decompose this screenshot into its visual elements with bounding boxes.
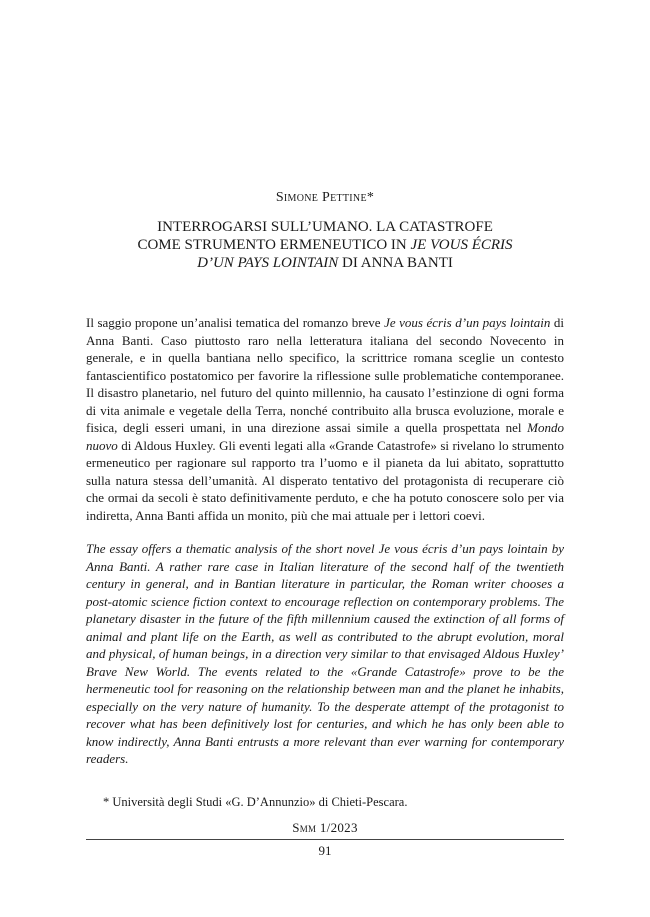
title-line-3-italic: D’UN PAYS LOINTAIN [197,255,339,271]
author-name: Simone Pettine* [275,190,375,205]
page-number: 91 [318,843,332,858]
title-line-2 [60,236,590,254]
title-line-2-text: COME STRUMENTO ERMENEUTICO IN [137,237,411,253]
abstract-it-part-3: di Aldous Huxley. Gli eventi legati alla «Grande Catastrofe» si rivelano lo strumento ermeneutico per ragionare sul rapporto tra l’uomo e il pianeta da lui abitato, soprattutto sulla natura stessa dell’umanità. Al disperato tentativo del protagonista di recuperare ciò che ormai da secoli è stato definitivamente perduto, e che ha potuto conoscere solo per via indiretta, Anna Banti affida un monito, più che mai attuale per i lettori coevi. [86,437,564,523]
article-title [60,218,590,272]
abstract-it-huxley-title: Mondo nuovo [86,420,564,453]
title-line-1-text: INTERROGARSI SULL’UMANO. LA CATASTROFE [157,219,493,235]
abstract-it-part-1: Il saggio propone un’analisi tematica del romanzo breve [86,315,385,330]
footer-divider [86,839,564,840]
abstract-english: The essay offers a thematic analysis of the short novel Je vous écris d’un pays lointain by Anna Banti. A rather rare case in Italian literature of the second half of the twentieth century in general, and in Bantian literature in particular, the Roman writer chooses a post-atomic science fiction context to encourage reflection on contemporary problems. The planetary disaster in the future of the fifth millennium caused the extinction of all forms of animal and plant life on the Earth, as well as contributed to the abrupt evolution, moral and physical, of human beings, in a direction very similar to that envisaged Aldous Huxley’ Brave New World. The events related to the «Grande Catastrofe» prove to be the hermeneutic tool for reasoning on the relationship between man and the planet he inhabits, especially on the very nature of humanity. To the desperate attempt of the protagonist to recover what has been definitively lost for centuries, and which he has only been able to know indirectly, Anna Banti entrusts a more relevant than ever warning for contemporary readers. [86,541,564,766]
affiliation-footnote: * Università degli Studi «G. D’Annunzio» di Chieti-Pescara. [103,795,408,809]
abstract-it-part-2: di Anna Banti. Caso piuttosto raro nella letteratura italiana del secondo Novecento in generale, e in quella bantiana nello specifico, la scrittrice romana sceglie un contesto fantascientifico postatomico per favorire la riflessione sulle problematiche contemporanee. Il disastro planetario, nel futuro del quinto millennio, ha causato l’estinzione di ogni forma di vita animale e vegetale della Terra, nonché contribuito alla brusca evoluzione, morale e fisica, degli esseri umani, in una direzione assai simile a quella prospettata nel [86,315,564,435]
title-line-3 [60,254,590,272]
journal-issue: Smm 1/2023 [292,820,358,835]
abstract-it-novel-title: Je vous écris d’un pays lointain [384,315,551,330]
title-line-3-text: DI ANNA BANTI [338,255,453,271]
title-line-1 [60,218,590,236]
title-line-2-italic: JE VOUS ÉCRIS [410,237,513,253]
abstract-italian [86,314,564,524]
